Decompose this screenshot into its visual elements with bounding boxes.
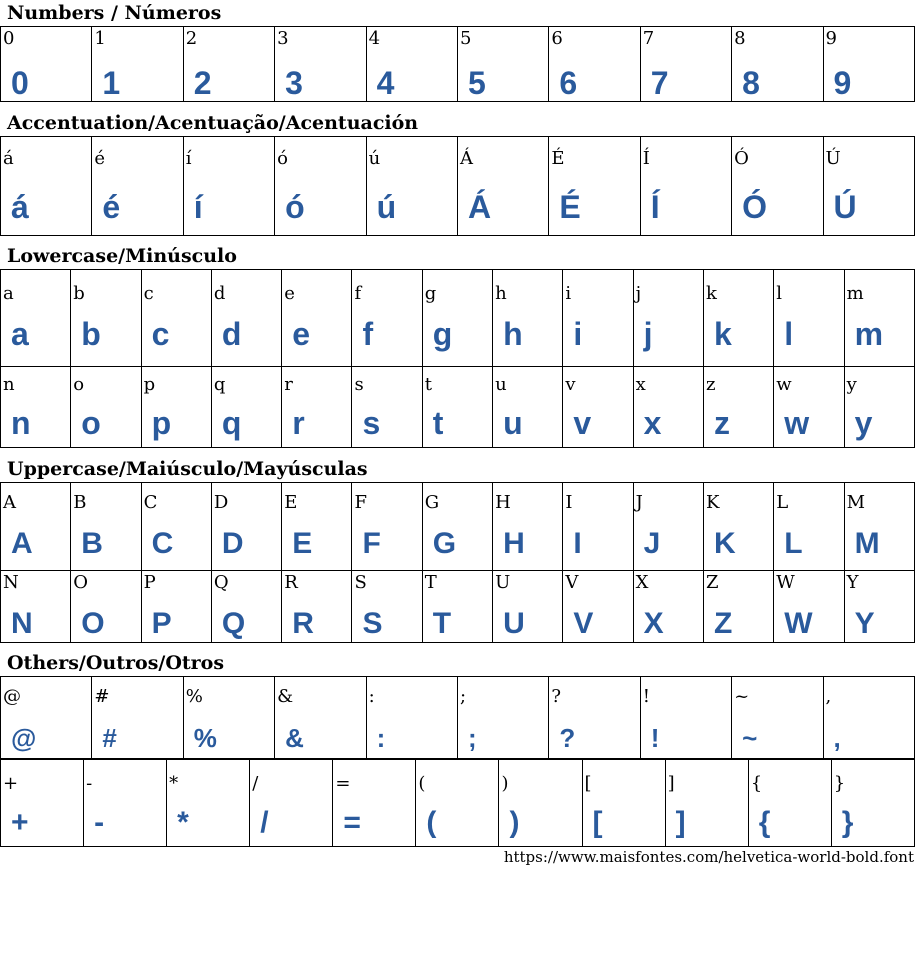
source-url: https://www.maisfontes.com/helvetica-world-bold.font <box>503 848 914 866</box>
glyph-cell <box>141 571 211 643</box>
glyph-label: t <box>424 374 433 395</box>
glyph-sample: & <box>285 723 304 753</box>
glyph-label: Q <box>213 572 229 593</box>
glyph-label: 7 <box>642 28 655 49</box>
glyph-cell <box>582 760 665 847</box>
glyph-sample: X <box>643 607 664 640</box>
glyph-cell <box>549 677 640 759</box>
glyph-label: O <box>73 572 89 593</box>
glyph-cell <box>748 760 831 847</box>
glyph-cell <box>71 270 141 367</box>
glyph-label: e <box>284 283 295 304</box>
glyph-cell <box>92 677 183 759</box>
glyph-label: o <box>73 374 85 395</box>
glyph-sample: 2 <box>193 65 212 101</box>
glyph-label: í <box>185 148 192 169</box>
glyph-sample: % <box>193 723 217 753</box>
glyph-label: Ú <box>825 148 841 169</box>
glyph-row <box>1 270 915 367</box>
glyph-cell <box>366 27 457 102</box>
glyph-label: D <box>213 492 229 513</box>
glyph-cell <box>703 571 773 643</box>
glyph-label: V <box>565 572 579 593</box>
glyph-cell <box>823 137 914 236</box>
glyph-sample: p <box>151 405 172 441</box>
glyph-label: R <box>284 572 298 593</box>
glyph-label: + <box>3 773 19 794</box>
glyph-sample: R <box>292 607 314 640</box>
glyph-label: I <box>565 492 573 513</box>
glyph-sample: * <box>177 806 189 839</box>
glyph-cell <box>499 760 582 847</box>
glyph-cell <box>549 137 640 236</box>
glyph-label: 6 <box>551 28 563 49</box>
glyph-sample: w <box>784 405 810 441</box>
glyph-row <box>1 27 915 102</box>
glyph-sample: V <box>573 607 594 640</box>
glyph-label: ú <box>368 148 381 169</box>
glyph-cell <box>844 571 914 643</box>
glyph-sample: q <box>221 405 242 441</box>
glyph-cell <box>774 571 844 643</box>
glyph-sample: N <box>11 607 33 640</box>
glyph-label: k <box>705 283 717 304</box>
section-title-accents: Accentuation/Acentuação/Acentuación <box>7 112 419 134</box>
glyph-label: H <box>495 492 511 513</box>
glyph-label: p <box>143 374 156 395</box>
glyph-cell <box>563 270 633 367</box>
glyph-cell <box>333 760 416 847</box>
glyph-cell <box>732 677 823 759</box>
glyph-sample: Ú <box>833 189 857 225</box>
glyph-sample: x <box>643 405 662 441</box>
glyph-cell <box>640 137 731 236</box>
glyph-sample: F <box>362 527 381 560</box>
glyph-label: f <box>354 283 362 304</box>
uppercase-grid <box>0 482 915 643</box>
glyph-sample: : <box>376 723 386 753</box>
glyph-label: { <box>750 773 763 794</box>
glyph-sample: o <box>81 405 101 441</box>
glyph-cell <box>366 137 457 236</box>
glyph-cell <box>493 270 563 367</box>
glyph-label: G <box>424 492 440 513</box>
glyph-cell <box>422 571 492 643</box>
glyph-sample: O <box>81 607 105 640</box>
glyph-sample: + <box>11 806 29 839</box>
others-grid-row-1 <box>0 676 915 759</box>
glyph-cell <box>250 760 333 847</box>
glyph-sample: - <box>94 806 105 839</box>
glyph-sample: Y <box>854 607 875 640</box>
glyph-cell <box>92 27 183 102</box>
glyph-label: v <box>565 374 576 395</box>
glyph-label: ? <box>551 686 561 707</box>
glyph-sample: S <box>362 607 383 640</box>
glyph-label: & <box>277 686 294 707</box>
glyph-label: ~ <box>734 686 750 707</box>
glyph-sample: ú <box>376 189 397 225</box>
glyph-cell <box>457 677 548 759</box>
glyph-cell <box>1 367 71 448</box>
glyph-sample: r <box>292 405 305 441</box>
glyph-label: % <box>185 686 203 707</box>
glyph-label: m <box>846 283 864 304</box>
glyph-sample: 6 <box>559 65 578 101</box>
glyph-cell <box>422 367 492 448</box>
glyph-label: T <box>424 572 437 593</box>
glyph-cell <box>1 571 71 643</box>
glyph-label: 0 <box>3 28 15 49</box>
glyph-cell <box>732 137 823 236</box>
glyph-cell <box>640 677 731 759</box>
glyph-cell <box>211 367 281 448</box>
glyph-cell <box>774 367 844 448</box>
glyph-sample: s <box>362 405 381 441</box>
glyph-cell <box>282 367 352 448</box>
glyph-label: ; <box>459 686 467 707</box>
glyph-label: h <box>495 283 507 304</box>
glyph-cell <box>211 571 281 643</box>
glyph-label: ] <box>667 773 675 794</box>
glyph-sample: v <box>573 405 592 441</box>
glyph-cell <box>844 483 914 571</box>
glyph-label: [ <box>584 773 592 794</box>
glyph-sample: Q <box>221 607 246 640</box>
glyph-label: C <box>143 492 158 513</box>
glyph-cell <box>211 270 281 367</box>
glyph-label: Z <box>705 572 719 593</box>
glyph-sample: É <box>559 189 581 225</box>
glyph-label: K <box>705 492 720 513</box>
glyph-cell <box>493 571 563 643</box>
glyph-label: J <box>635 492 643 513</box>
glyph-cell <box>1 27 92 102</box>
glyph-row <box>1 367 915 448</box>
glyph-label: W <box>776 572 795 593</box>
section-title-lowercase: Lowercase/Minúsculo <box>7 245 237 267</box>
glyph-label: j <box>635 283 642 304</box>
glyph-cell <box>732 27 823 102</box>
glyph-sample: M <box>854 527 880 560</box>
glyph-label: X <box>635 572 649 593</box>
glyph-label: E <box>284 492 298 513</box>
glyph-label: y <box>846 374 857 395</box>
glyph-cell <box>823 677 914 759</box>
glyph-sample: t <box>432 405 444 441</box>
glyph-sample: G <box>432 527 457 560</box>
glyph-label: 5 <box>459 28 472 49</box>
glyph-sample: b <box>81 316 101 352</box>
glyph-sample: [ <box>592 806 603 839</box>
glyph-sample: @ <box>11 723 37 753</box>
glyph-row <box>1 483 915 571</box>
glyph-cell <box>549 27 640 102</box>
glyph-cell <box>282 270 352 367</box>
glyph-cell <box>141 367 211 448</box>
glyph-cell <box>493 483 563 571</box>
glyph-cell <box>1 677 92 759</box>
glyph-label: 2 <box>185 28 198 49</box>
glyph-sample: W <box>784 607 813 640</box>
glyph-sample: E <box>292 527 313 560</box>
glyph-label: Y <box>846 572 859 593</box>
glyph-cell <box>422 483 492 571</box>
glyph-sample: Á <box>467 189 492 225</box>
glyph-label: U <box>495 572 511 593</box>
glyph-label: z <box>705 374 716 395</box>
glyph-label: # <box>94 686 110 707</box>
glyph-label: M <box>846 492 865 513</box>
glyph-cell <box>563 483 633 571</box>
glyph-cell <box>633 571 703 643</box>
glyph-sample: ó <box>285 189 305 225</box>
glyph-cell <box>493 367 563 448</box>
glyph-sample: g <box>432 316 453 352</box>
glyph-sample: m <box>854 316 884 352</box>
glyph-cell <box>416 760 499 847</box>
glyph-label: l <box>776 283 783 304</box>
glyph-label: } <box>833 773 846 794</box>
glyph-label: L <box>776 492 789 513</box>
glyph-sample: e <box>292 316 310 352</box>
glyph-sample: 8 <box>742 65 760 101</box>
glyph-cell <box>831 760 914 847</box>
glyph-sample: Ó <box>742 189 768 225</box>
lowercase-grid <box>0 269 915 448</box>
others-grid-row-2 <box>0 759 915 847</box>
glyph-cell <box>275 677 366 759</box>
glyph-sample: d <box>221 316 242 352</box>
glyph-sample: ? <box>559 723 576 753</box>
glyph-sample: K <box>713 527 736 560</box>
glyph-cell <box>352 270 422 367</box>
glyph-cell <box>366 677 457 759</box>
glyph-sample: 0 <box>11 65 29 101</box>
glyph-label: * <box>169 773 179 794</box>
glyph-label: F <box>354 492 367 513</box>
glyph-cell <box>141 270 211 367</box>
glyph-cell <box>823 27 914 102</box>
glyph-cell <box>633 270 703 367</box>
glyph-cell <box>282 483 352 571</box>
glyph-cell <box>71 483 141 571</box>
glyph-label: P <box>143 572 156 593</box>
glyph-label: x <box>635 374 646 395</box>
glyph-cell <box>183 137 274 236</box>
glyph-cell <box>183 27 274 102</box>
glyph-label: Á <box>459 148 473 169</box>
glyph-cell <box>275 137 366 236</box>
glyph-cell <box>640 27 731 102</box>
glyph-sample: l <box>784 316 794 352</box>
glyph-sample: , <box>833 723 841 753</box>
glyph-sample: T <box>432 607 452 640</box>
glyph-cell <box>633 367 703 448</box>
glyph-cell <box>422 270 492 367</box>
glyph-sample: 1 <box>102 65 121 101</box>
glyph-row <box>1 677 915 759</box>
glyph-label: n <box>3 374 15 395</box>
glyph-row <box>1 571 915 643</box>
glyph-sample: f <box>362 316 374 352</box>
glyph-label: ó <box>277 148 289 169</box>
glyph-label: q <box>213 374 226 395</box>
glyph-label: 4 <box>368 28 381 49</box>
glyph-sample: / <box>260 806 269 839</box>
glyph-label: 9 <box>825 28 837 49</box>
glyph-label: s <box>354 374 364 395</box>
glyph-label: g <box>424 283 437 304</box>
glyph-sample: 9 <box>833 65 852 101</box>
glyph-cell <box>774 483 844 571</box>
section-title-numbers: Numbers / Números <box>7 2 222 24</box>
glyph-sample: J <box>643 527 661 560</box>
glyph-label: : <box>368 686 375 707</box>
glyph-cell <box>141 483 211 571</box>
glyph-cell <box>1 760 84 847</box>
numbers-grid <box>0 26 915 102</box>
glyph-label: b <box>73 283 85 304</box>
glyph-sample: ] <box>675 806 686 839</box>
glyph-cell <box>84 760 167 847</box>
glyph-cell <box>703 367 773 448</box>
glyph-label: ) <box>501 773 509 794</box>
glyph-label: r <box>284 374 293 395</box>
glyph-cell <box>167 760 250 847</box>
glyph-label: - <box>86 773 93 794</box>
glyph-sample: h <box>503 316 523 352</box>
glyph-row <box>1 760 915 847</box>
glyph-sample: 5 <box>467 65 486 101</box>
glyph-sample: ! <box>650 723 660 753</box>
glyph-sample: H <box>503 527 525 560</box>
glyph-sample: i <box>573 316 583 352</box>
glyph-sample: I <box>573 527 582 560</box>
glyph-cell <box>563 367 633 448</box>
glyph-sample: L <box>784 527 803 560</box>
glyph-sample: k <box>713 316 732 352</box>
glyph-label: 1 <box>94 28 106 49</box>
glyph-sample: j <box>643 316 653 352</box>
glyph-label: N <box>3 572 19 593</box>
glyph-label: É <box>551 148 565 169</box>
glyph-sample: á <box>11 189 29 225</box>
glyph-sample: { <box>758 806 771 839</box>
glyph-cell <box>633 483 703 571</box>
glyph-sample: ( <box>426 806 437 839</box>
glyph-sample: u <box>503 405 523 441</box>
glyph-sample: 4 <box>376 65 395 101</box>
glyph-cell <box>1 137 92 236</box>
glyph-sample: D <box>221 527 244 560</box>
glyph-sample: ~ <box>742 723 758 753</box>
glyph-sample: z <box>713 405 730 441</box>
glyph-cell <box>352 483 422 571</box>
glyph-label: i <box>565 283 572 304</box>
glyph-sample: # <box>102 723 117 753</box>
glyph-label: ! <box>642 686 650 707</box>
glyph-cell <box>844 367 914 448</box>
glyph-label: Ó <box>734 148 749 169</box>
glyph-label: S <box>354 572 367 593</box>
section-title-others: Others/Outros/Otros <box>7 652 225 674</box>
glyph-label: w <box>776 374 792 395</box>
glyph-label: a <box>3 283 14 304</box>
glyph-sample: ; <box>467 723 477 753</box>
glyph-sample: a <box>11 316 29 352</box>
glyph-label: d <box>213 283 226 304</box>
glyph-sample: P <box>151 607 172 640</box>
glyph-label: Í <box>642 148 650 169</box>
glyph-cell <box>665 760 748 847</box>
glyph-label: A <box>3 492 16 513</box>
glyph-cell <box>844 270 914 367</box>
glyph-sample: ) <box>509 806 520 839</box>
glyph-cell <box>703 483 773 571</box>
glyph-cell <box>457 137 548 236</box>
glyph-sample: B <box>81 527 103 560</box>
glyph-cell <box>183 677 274 759</box>
glyph-sample: U <box>503 607 525 640</box>
glyph-sample: y <box>854 405 873 441</box>
glyph-cell <box>703 270 773 367</box>
glyph-sample: c <box>151 316 170 352</box>
glyph-sample: = <box>343 806 361 839</box>
glyph-cell <box>275 27 366 102</box>
glyph-cell <box>774 270 844 367</box>
glyph-label: / <box>252 773 259 794</box>
glyph-cell <box>71 571 141 643</box>
glyph-label: = <box>335 773 351 794</box>
glyph-cell <box>563 571 633 643</box>
glyph-label: 3 <box>277 28 289 49</box>
glyph-sample: } <box>841 806 854 839</box>
glyph-sample: n <box>11 405 31 441</box>
glyph-sample: Z <box>713 607 733 640</box>
glyph-sample: Í <box>650 189 660 225</box>
glyph-label: B <box>73 492 87 513</box>
glyph-sample: A <box>11 527 33 560</box>
glyph-label: c <box>143 283 154 304</box>
glyph-cell <box>1 270 71 367</box>
glyph-label: @ <box>3 686 21 707</box>
glyph-cell <box>211 483 281 571</box>
glyph-cell <box>457 27 548 102</box>
glyph-sample: í <box>193 189 203 225</box>
glyph-cell <box>1 483 71 571</box>
glyph-label: é <box>94 148 106 169</box>
glyph-sample: é <box>102 189 121 225</box>
glyph-label: , <box>825 686 832 707</box>
accents-grid <box>0 136 915 236</box>
glyph-label: á <box>3 148 14 169</box>
glyph-sample: 7 <box>650 65 669 101</box>
glyph-label: u <box>495 374 507 395</box>
glyph-label: 8 <box>734 28 746 49</box>
glyph-cell <box>352 367 422 448</box>
glyph-sample: C <box>151 527 174 560</box>
glyph-sample: 3 <box>285 65 303 101</box>
glyph-label: ( <box>418 773 426 794</box>
section-title-uppercase: Uppercase/Maiúsculo/Mayúsculas <box>7 458 368 480</box>
glyph-cell <box>71 367 141 448</box>
glyph-cell <box>282 571 352 643</box>
glyph-cell <box>352 571 422 643</box>
glyph-row <box>1 137 915 236</box>
glyph-cell <box>92 137 183 236</box>
